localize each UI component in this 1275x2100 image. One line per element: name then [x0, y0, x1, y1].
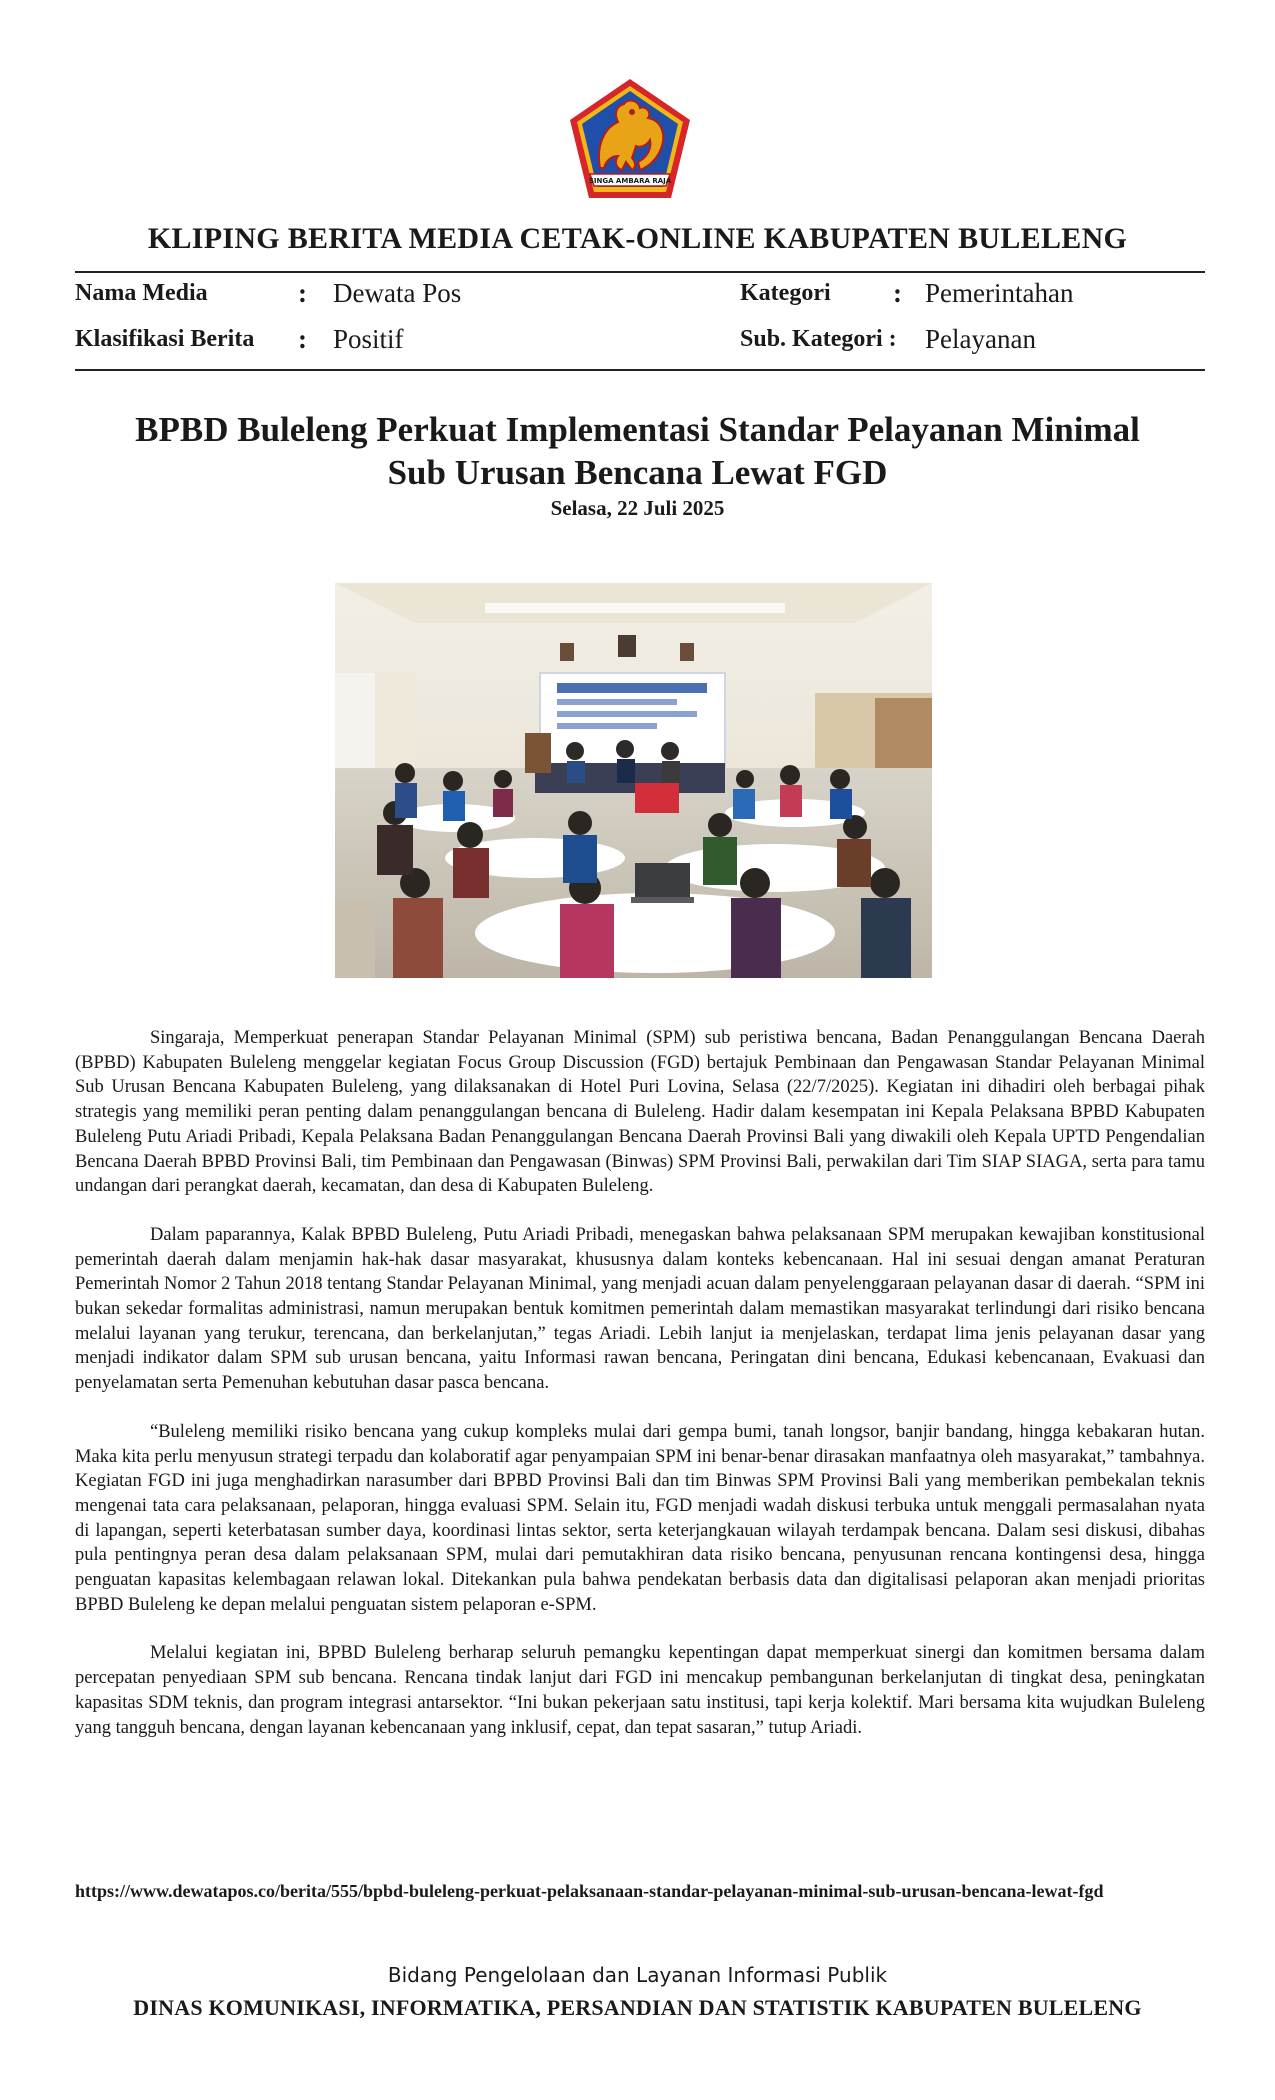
headline-line-2: Sub Urusan Bencana Lewat FGD [387, 453, 888, 492]
article-body [75, 1026, 1205, 1764]
kategori-value: Pemerintahan [925, 278, 1074, 308]
nama-media-value: Dewata Pos [333, 278, 462, 308]
meta-row-2 [75, 324, 1205, 358]
footer-agency: DINAS KOMUNIKASI, INFORMATIKA, PERSANDIAN DAN STATISTIK KABUPATEN BULELENG [133, 1995, 1142, 2020]
publication-date: Selasa, 22 Juli 2025 [550, 496, 725, 520]
klasifikasi-label: Klasifikasi Berita [75, 326, 255, 352]
kategori-colon: : [893, 278, 902, 308]
headline-line-1: BPBD Buleleng Perkuat Implementasi Standar Pelayanan Minimal [135, 410, 1140, 449]
klasifikasi-value: Positif [333, 324, 404, 354]
meta-row-1 [75, 278, 1205, 312]
header-top-rule [75, 271, 1205, 273]
nama-media-label: Nama Media [75, 280, 208, 306]
sub-kategori-value: Pelayanan [925, 324, 1036, 354]
nama-media-colon: : [298, 278, 307, 308]
header-bottom-rule [75, 369, 1205, 371]
sub-kategori-label: Sub. Kategori : [740, 326, 897, 352]
logo-banner-text: SINGA AMBARA RAJA [588, 177, 672, 185]
footer-department: Bidang Pengelolaan dan Layanan Informasi Publik [387, 1963, 888, 1987]
article-paragraph-3: “Buleleng memiliki risiko bencana yang cukup kompleks mulai dari gempa bumi, tanah longsor, banjir bandang, hingga kebakaran hutan. Maka kita perlu menyusun strategi terpadu dan kolaboratif agar penyampaian SPM ini benar-benar dirasakan manfaatnya oleh masyarakat,” tambahnya. Kegiatan FGD ini juga menghadirkan narasumber dari BPBD Provinsi Bali dan tim Binwas SPM Provinsi Bali yang memberikan pembekalan teknis mengenai tata cara pelaksanaan, pelaporan, hingga evaluasi SPM. Selain itu, FGD menjadi wadah diskusi terbuka untuk menggali permasalahan nyata di lapangan, seperti keterbatasan sumber daya, koordinasi lintas sektor, serta keterjangkauan wilayah terdampak bencana. Dalam sesi diskusi, dibahas pula pentingnya peran desa dalam pelaksanaan SPM, mulai dari pemutakhiran data risiko bencana, penyusunan rencana kontingensi desa, hingga penguatan kapasitas kelembagaan relawan lokal. Ditekankan pula bahwa pendekatan berbasis data dan digitalisasi pelaporan akan menjadi prioritas BPBD Buleleng ke depan melalui penguatan sistem pelaporan e-SPM. [75, 1421, 1205, 1615]
buleleng-crest-logo [566, 76, 694, 201]
meeting-photo [335, 583, 932, 978]
source-url-link[interactable]: https://www.dewatapos.co/berita/555/bpbd-buleleng-perkuat-pelaksanaan-standar-pelayanan-minimal-sub-urusan-bencana-lewat-fgd [75, 1881, 1104, 1901]
article-paragraph-2: Dalam paparannya, Kalak BPBD Buleleng, Putu Ariadi Pribadi, menegaskan bahwa pelaksanaan SPM merupakan kewajiban konstitusional pemerintah daerah dalam menjamin hak-hak dasar masyarakat, khususnya dalam konteks kebencanaan. Hal ini sesuai dengan amanat Peraturan Pemerintah Nomor 2 Tahun 2018 tentang Standar Pelayanan Minimal, yang menjadi acuan dalam penyelenggaraan pelayanan dasar di daerah. “SPM ini bukan sekedar formalitas administrasi, namun merupakan bentuk komitmen pemerintah dalam memastikan masyarakat terlindungi dari risiko bencana melalui layanan yang terukur, terencana, dan berkelanjutan,” tegas Ariadi. Lebih lanjut ia menjelaskan, terdapat lima jenis pelayanan dasar yang menjadi indikator dalam SPM sub urusan bencana, yaitu Informasi rawan bencana, Peringatan dini bencana, Edukasi kebencanaan, Evakuasi dan penyelamatan serta Pemenuhan kebutuhan dasar pasca bencana. [75, 1224, 1205, 1394]
klasifikasi-colon: : [298, 324, 307, 354]
kliping-title: KLIPING BERITA MEDIA CETAK-ONLINE KABUPATEN BULELENG [147, 222, 1128, 255]
article-paragraph-1: Singaraja, Memperkuat penerapan Standar Pelayanan Minimal (SPM) sub peristiwa bencana, Badan Penanggulangan Bencana Daerah (BPBD) Kabupaten Buleleng menggelar kegiatan Focus Group Discussion (FGD) bertajuk Pembinaan dan Pengawasan Standar Pelayanan Minimal Sub Urusan Bencana Kabupaten Buleleng, yang dilaksanakan di Hotel Puri Lovina, Selasa (22/7/2025). Kegiatan ini dihadiri oleh berbagai pihak strategis yang memiliki peran penting dalam penanggulangan bencana di Buleleng. Hadir dalam kesempatan ini Kepala Pelaksana BPBD Kabupaten Buleleng Putu Ariadi Pribadi, Kepala Pelaksana Badan Penanggulangan Bencana Daerah Provinsi Bali yang diwakili oleh Kepala UPTD Pengendalian Bencana Daerah BPBD Provinsi Bali, tim Pembinaan dan Pengawasan (Binwas) SPM Provinsi Bali, perwakilan dari Tim SIAP SIAGA, serta para tamu undangan dari perangkat daerah, kecamatan, dan desa di Kabupaten Buleleng. [75, 1028, 1205, 1197]
article-headline [75, 408, 1200, 494]
kategori-label: Kategori [740, 280, 831, 306]
article-paragraph-4: Melalui kegiatan ini, BPBD Buleleng berharap seluruh pemangku kepentingan dapat memperkuat sinergi dan komitmen bersama dalam percepatan penyediaan SPM sub bencana. Rencana tindak lanjut dari FGD ini mencakup pembangunan berkelanjutan di tingkat desa, peningkatan kapasitas SDM teknis, dan program integrasi antarsektor. “Ini bukan pekerjaan satu institusi, tapi kerja kolektif. Mari bersama kita wujudkan Buleleng yang tangguh bencana, dengan layanan kebencanaan yang inklusif, cepat, dan tepat sasaran,” tutup Ariadi. [75, 1643, 1205, 1738]
